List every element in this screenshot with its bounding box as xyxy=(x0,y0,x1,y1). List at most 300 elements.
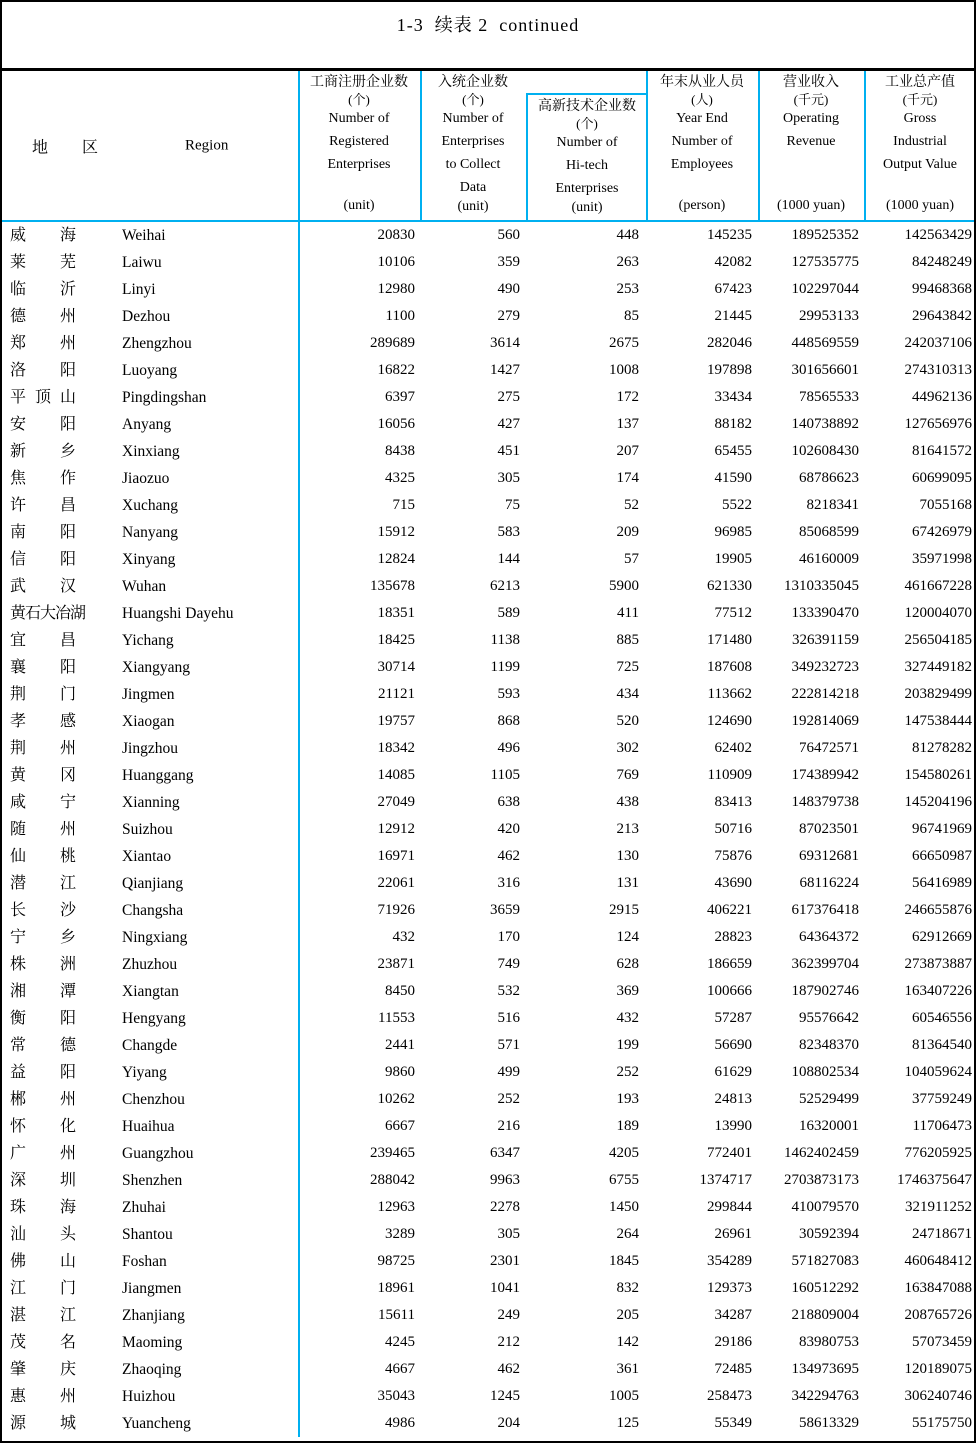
region-name-en: Zhanjiang xyxy=(122,1307,185,1324)
value-cell: 154580261 xyxy=(904,767,972,783)
region-name-cn: 荆门 xyxy=(10,686,76,703)
value-cell: 189 xyxy=(616,1118,639,1134)
value-cell: 23871 xyxy=(377,956,415,972)
value-cell: 18351 xyxy=(377,605,415,621)
value-cell: 42082 xyxy=(714,254,752,270)
region-name-en: Xinxiang xyxy=(122,443,180,460)
value-cell: 100666 xyxy=(707,983,752,999)
value-cell: 246655876 xyxy=(904,902,972,918)
region-cell xyxy=(2,843,298,870)
value-cell: 67426979 xyxy=(912,524,972,540)
value-cell: 252 xyxy=(497,1091,520,1107)
value-cell: 60699095 xyxy=(912,470,972,486)
value-cell: 68786623 xyxy=(799,470,859,486)
region-name-en: Wuhan xyxy=(122,578,167,595)
value-cell: 58613329 xyxy=(799,1415,859,1431)
table-row xyxy=(2,1086,974,1113)
region-cell xyxy=(2,1248,298,1275)
value-cell: 124690 xyxy=(707,713,752,729)
column-header-cn: 年末从业人员 xyxy=(660,75,744,90)
value-cell: 142563429 xyxy=(904,227,972,243)
value-cell: 56416989 xyxy=(912,875,972,891)
value-cell: 11553 xyxy=(378,1010,415,1026)
column-header-en-line: Operating xyxy=(783,111,839,126)
value-cell: 222814218 xyxy=(791,686,859,702)
region-name-cn: 黄石大冶湖 xyxy=(10,605,86,622)
column-header-6 xyxy=(866,71,974,220)
table-row xyxy=(2,546,974,573)
value-cell: 77512 xyxy=(714,605,752,621)
value-cell: 19905 xyxy=(714,551,752,567)
value-cell: 21445 xyxy=(714,308,752,324)
value-cell: 21121 xyxy=(378,686,415,702)
region-cell xyxy=(2,1005,298,1032)
region-name-en: Zhuzhou xyxy=(122,956,178,973)
table-row xyxy=(2,1005,974,1032)
value-cell: 628 xyxy=(616,956,639,972)
value-cell: 4245 xyxy=(385,1334,415,1350)
value-cell: 432 xyxy=(616,1010,639,1026)
value-cell: 172 xyxy=(616,389,639,405)
value-cell: 205 xyxy=(616,1307,639,1323)
region-name-cn: 仙桃 xyxy=(10,848,76,865)
value-cell: 83413 xyxy=(714,794,752,810)
value-cell: 102297044 xyxy=(791,281,859,297)
region-name-en: Zhaoqing xyxy=(122,1361,182,1378)
value-cell: 127656976 xyxy=(904,416,972,432)
value-cell: 617376418 xyxy=(791,902,859,918)
value-cell: 249 xyxy=(497,1307,520,1323)
value-cell: 252 xyxy=(616,1064,639,1080)
value-cell: 204 xyxy=(497,1415,520,1431)
value-cell: 253 xyxy=(616,281,639,297)
table-row xyxy=(2,438,974,465)
value-cell: 12912 xyxy=(377,821,415,837)
value-cell: 96741969 xyxy=(912,821,972,837)
value-cell: 725 xyxy=(616,659,639,675)
value-cell: 776205925 xyxy=(904,1145,972,1161)
value-cell: 29186 xyxy=(714,1334,752,1350)
value-cell: 71926 xyxy=(377,902,415,918)
column-header-1 xyxy=(300,71,418,220)
value-cell: 316 xyxy=(497,875,520,891)
value-cell: 163407226 xyxy=(904,983,972,999)
value-cell: 29953133 xyxy=(799,308,859,324)
region-name-cn: 广州 xyxy=(10,1145,76,1162)
region-cell xyxy=(2,735,298,762)
value-cell: 41590 xyxy=(714,470,752,486)
value-cell: 72485 xyxy=(714,1361,752,1377)
value-cell: 1845 xyxy=(609,1253,639,1269)
region-name-cn: 随州 xyxy=(10,821,76,838)
region-name-cn: 襄阳 xyxy=(10,659,76,676)
value-cell: 305 xyxy=(497,1226,520,1242)
region-name-en: Huanggang xyxy=(122,767,194,784)
value-cell: 75876 xyxy=(714,848,752,864)
region-name-en: Qianjiang xyxy=(122,875,184,892)
column-header-cn-unit: (个) xyxy=(576,116,598,131)
region-cell xyxy=(2,411,298,438)
value-cell: 264 xyxy=(616,1226,639,1242)
region-name-en: Suizhou xyxy=(122,821,173,838)
region-name-en: Jiaozuo xyxy=(122,470,170,487)
value-cell: 18342 xyxy=(377,740,415,756)
value-cell: 174 xyxy=(616,470,639,486)
value-cell: 306240746 xyxy=(904,1388,972,1404)
region-cell xyxy=(2,1086,298,1113)
value-cell: 197898 xyxy=(707,362,752,378)
region-cell xyxy=(2,384,298,411)
column-header-en-line: Year End xyxy=(676,111,728,126)
region-cell xyxy=(2,357,298,384)
value-cell: 2675 xyxy=(609,335,639,351)
region-name-en: Jingmen xyxy=(122,686,175,703)
value-cell: 20830 xyxy=(377,227,415,243)
region-name-en: Dezhou xyxy=(122,308,171,325)
region-name-en: Nanyang xyxy=(122,524,178,541)
region-name-cn: 益阳 xyxy=(10,1064,76,1081)
value-cell: 137 xyxy=(616,416,639,432)
value-cell: 99468368 xyxy=(912,281,972,297)
table-row xyxy=(2,384,974,411)
value-cell: 16056 xyxy=(377,416,415,432)
region-cell xyxy=(2,654,298,681)
value-cell: 520 xyxy=(616,713,639,729)
region-name-en: Xiangyang xyxy=(122,659,191,676)
region-name-en: Luoyang xyxy=(122,362,178,379)
table-row xyxy=(2,789,974,816)
value-cell: 715 xyxy=(392,497,415,513)
value-cell: 282046 xyxy=(707,335,752,351)
column-header-en-line: to Collect xyxy=(445,157,501,172)
value-cell: 131 xyxy=(616,875,639,891)
column-header-en-line: Gross xyxy=(903,111,937,126)
value-cell: 432 xyxy=(392,929,415,945)
region-name-en: Changde xyxy=(122,1037,178,1054)
value-cell: 406221 xyxy=(707,902,752,918)
value-cell: 127535775 xyxy=(791,254,859,270)
value-cell: 213 xyxy=(616,821,639,837)
value-cell: 98725 xyxy=(377,1253,415,1269)
value-cell: 18425 xyxy=(377,632,415,648)
table-row xyxy=(2,1140,974,1167)
region-cell xyxy=(2,708,298,735)
value-cell: 6397 xyxy=(385,389,415,405)
value-cell: 67423 xyxy=(714,281,752,297)
value-cell: 434 xyxy=(616,686,639,702)
value-cell: 11706473 xyxy=(912,1118,972,1134)
value-cell: 263 xyxy=(616,254,639,270)
value-cell: 87023501 xyxy=(799,821,859,837)
region-name-cn: 宜昌 xyxy=(10,632,76,649)
region-name-en: Huaihua xyxy=(122,1118,175,1135)
value-cell: 8218341 xyxy=(806,497,859,513)
value-cell: 81364540 xyxy=(912,1037,972,1053)
region-name-en: Zhuhai xyxy=(122,1199,166,1216)
value-cell: 361 xyxy=(616,1361,639,1377)
value-cell: 26961 xyxy=(714,1226,752,1242)
region-cell xyxy=(2,897,298,924)
value-cell: 273873887 xyxy=(904,956,972,972)
value-cell: 135678 xyxy=(370,578,415,594)
value-cell: 448569559 xyxy=(791,335,859,351)
value-cell: 571 xyxy=(497,1037,520,1053)
table-row xyxy=(2,708,974,735)
value-cell: 83980753 xyxy=(799,1334,859,1350)
region-cell xyxy=(2,222,298,249)
value-cell: 242037106 xyxy=(904,335,972,351)
column-header-unit: (person) xyxy=(678,198,726,213)
table-row xyxy=(2,1032,974,1059)
value-cell: 1138 xyxy=(490,632,520,648)
value-cell: 163847088 xyxy=(904,1280,972,1296)
table-row xyxy=(2,1167,974,1194)
region-name-cn: 郑州 xyxy=(10,335,76,352)
column-header-en-line: Industrial xyxy=(893,134,947,149)
region-name-cn: 武汉 xyxy=(10,578,76,595)
value-cell: 44962136 xyxy=(912,389,972,405)
value-cell: 327449182 xyxy=(904,659,972,675)
table-row xyxy=(2,843,974,870)
value-cell: 212 xyxy=(497,1334,520,1350)
value-cell: 186659 xyxy=(707,956,752,972)
value-cell: 144 xyxy=(497,551,520,567)
page-title: 1-3 续表 2 continued xyxy=(396,15,580,35)
value-cell: 288042 xyxy=(370,1172,415,1188)
region-cell xyxy=(2,546,298,573)
region-name-cn: 株洲 xyxy=(10,956,76,973)
value-cell: 140738892 xyxy=(791,416,859,432)
column-header-en-line: Number of xyxy=(442,111,504,126)
table-row xyxy=(2,1329,974,1356)
value-cell: 171480 xyxy=(707,632,752,648)
value-cell: 62402 xyxy=(714,740,752,756)
value-cell: 462 xyxy=(497,848,520,864)
column-header-en-line: Enterprises xyxy=(441,134,505,149)
value-cell: 3289 xyxy=(385,1226,415,1242)
value-cell: 199 xyxy=(616,1037,639,1053)
region-name-cn: 珠海 xyxy=(10,1199,76,1216)
region-name-en: Changsha xyxy=(122,902,184,919)
region-name-cn: 常德 xyxy=(10,1037,76,1054)
region-name-cn: 荆州 xyxy=(10,740,76,757)
value-cell: 24813 xyxy=(714,1091,752,1107)
value-cell: 85 xyxy=(624,308,639,324)
value-cell: 359 xyxy=(497,254,520,270)
value-cell: 1105 xyxy=(490,767,520,783)
region-name-cn: 深圳 xyxy=(10,1172,76,1189)
region-cell xyxy=(2,1167,298,1194)
value-cell: 30592394 xyxy=(799,1226,859,1242)
value-cell: 216 xyxy=(497,1118,520,1134)
value-cell: 274310313 xyxy=(904,362,972,378)
region-name-cn: 安阳 xyxy=(10,416,76,433)
value-cell: 43690 xyxy=(714,875,752,891)
table-row xyxy=(2,276,974,303)
value-cell: 57073459 xyxy=(912,1334,972,1350)
value-cell: 4205 xyxy=(609,1145,639,1161)
value-cell: 68116224 xyxy=(799,875,859,891)
table-row xyxy=(2,1194,974,1221)
value-cell: 571827083 xyxy=(791,1253,859,1269)
region-cell xyxy=(2,1329,298,1356)
region-cell xyxy=(2,1383,298,1410)
region-name-cn: 湛江 xyxy=(10,1307,76,1324)
value-cell: 18961 xyxy=(377,1280,415,1296)
region-cell xyxy=(2,600,298,627)
value-cell: 57287 xyxy=(714,1010,752,1026)
value-cell: 12963 xyxy=(377,1199,415,1215)
value-cell: 832 xyxy=(616,1280,639,1296)
value-cell: 61629 xyxy=(714,1064,752,1080)
region-name-en: Xianning xyxy=(122,794,180,811)
column-header-cn-unit: (人) xyxy=(691,92,713,107)
value-cell: 12980 xyxy=(377,281,415,297)
column-header-en-line: Data xyxy=(459,180,487,195)
value-cell: 120004070 xyxy=(904,605,972,621)
value-cell: 16971 xyxy=(377,848,415,864)
table-row xyxy=(2,303,974,330)
value-cell: 589 xyxy=(497,605,520,621)
column-header-en-line: Hi-tech xyxy=(566,158,608,173)
table-row xyxy=(2,222,974,249)
table-row xyxy=(2,654,974,681)
value-cell: 75 xyxy=(505,497,520,513)
region-cell xyxy=(2,789,298,816)
column-header-cn: 营业收入 xyxy=(783,75,839,90)
value-cell: 769 xyxy=(616,767,639,783)
value-cell: 593 xyxy=(497,686,520,702)
region-name-en: Shenzhen xyxy=(122,1172,183,1189)
region-name-en: Guangzhou xyxy=(122,1145,194,1162)
value-cell: 102608430 xyxy=(791,443,859,459)
region-header-cn: 地 xyxy=(32,139,49,156)
region-cell xyxy=(2,1356,298,1383)
value-cell: 321911252 xyxy=(905,1199,972,1215)
value-cell: 289689 xyxy=(370,335,415,351)
value-cell: 15611 xyxy=(378,1307,415,1323)
table-row xyxy=(2,1302,974,1329)
value-cell: 8438 xyxy=(385,443,415,459)
value-cell: 52529499 xyxy=(799,1091,859,1107)
region-cell xyxy=(2,492,298,519)
table-row xyxy=(2,1410,974,1437)
region-cell xyxy=(2,1302,298,1329)
value-cell: 145235 xyxy=(707,227,752,243)
value-cell: 499 xyxy=(497,1064,520,1080)
value-cell: 56690 xyxy=(714,1037,752,1053)
region-cell xyxy=(2,519,298,546)
region-name-cn: 许昌 xyxy=(10,497,76,514)
table-row xyxy=(2,1113,974,1140)
region-name-cn: 德州 xyxy=(10,308,76,325)
value-cell: 124 xyxy=(616,929,639,945)
table-row xyxy=(2,492,974,519)
value-cell: 2301 xyxy=(490,1253,520,1269)
region-name-cn: 长沙 xyxy=(10,902,76,919)
value-cell: 3659 xyxy=(490,902,520,918)
table-row xyxy=(2,573,974,600)
region-cell xyxy=(2,924,298,951)
region-name-cn: 佛山 xyxy=(10,1253,76,1270)
region-cell xyxy=(2,1140,298,1167)
value-cell: 490 xyxy=(497,281,520,297)
value-cell: 496 xyxy=(497,740,520,756)
value-cell: 55175750 xyxy=(912,1415,972,1431)
value-cell: 342294763 xyxy=(791,1388,859,1404)
column-header-cn: 工商注册企业数 xyxy=(310,75,408,90)
value-cell: 239465 xyxy=(370,1145,415,1161)
table-row xyxy=(2,816,974,843)
value-cell: 420 xyxy=(497,821,520,837)
value-cell: 354289 xyxy=(707,1253,752,1269)
value-cell: 532 xyxy=(497,983,520,999)
region-cell xyxy=(2,1275,298,1302)
region-cell xyxy=(2,1113,298,1140)
value-cell: 192814069 xyxy=(791,713,859,729)
value-cell: 462 xyxy=(497,1361,520,1377)
table-row xyxy=(2,681,974,708)
value-cell: 258473 xyxy=(707,1388,752,1404)
region-name-cn: 宁乡 xyxy=(10,929,76,946)
value-cell: 6667 xyxy=(385,1118,415,1134)
value-cell: 1199 xyxy=(490,659,520,675)
region-name-cn: 江门 xyxy=(10,1280,76,1297)
value-cell: 2703873173 xyxy=(784,1172,859,1188)
region-name-en: Yichang xyxy=(122,632,174,649)
table-row xyxy=(2,600,974,627)
value-cell: 82348370 xyxy=(799,1037,859,1053)
value-cell: 1427 xyxy=(490,362,520,378)
value-cell: 189525352 xyxy=(791,227,859,243)
value-cell: 209 xyxy=(616,524,639,540)
value-cell: 868 xyxy=(497,713,520,729)
region-cell xyxy=(2,1410,298,1437)
value-cell: 451 xyxy=(497,443,520,459)
column-header-3 xyxy=(526,93,646,220)
table-row xyxy=(2,411,974,438)
value-cell: 4986 xyxy=(385,1415,415,1431)
value-cell: 1005 xyxy=(609,1388,639,1404)
value-cell: 187608 xyxy=(707,659,752,675)
value-cell: 6347 xyxy=(490,1145,520,1161)
region-name-en: Yiyang xyxy=(122,1064,167,1081)
region-name-en: Pingdingshan xyxy=(122,389,207,406)
value-cell: 15912 xyxy=(377,524,415,540)
value-cell: 64364372 xyxy=(799,929,859,945)
value-cell: 69312681 xyxy=(799,848,859,864)
region-name-cn: 肇庆 xyxy=(10,1361,76,1378)
value-cell: 148379738 xyxy=(791,794,859,810)
value-cell: 50716 xyxy=(714,821,752,837)
region-name-cn: 洛阳 xyxy=(10,362,76,379)
value-cell: 113662 xyxy=(707,686,752,702)
value-cell: 174389942 xyxy=(791,767,859,783)
value-cell: 46160009 xyxy=(799,551,859,567)
value-cell: 84248249 xyxy=(912,254,972,270)
value-cell: 410079570 xyxy=(791,1199,859,1215)
column-header-cn-unit: (千元) xyxy=(902,92,938,107)
region-name-cn: 莱芜 xyxy=(10,254,76,271)
region-header-en: Region xyxy=(185,137,229,153)
value-cell: 81641572 xyxy=(912,443,972,459)
region-name-en: Zhengzhou xyxy=(122,335,192,352)
region-cell xyxy=(2,1221,298,1248)
region-name-cn: 汕头 xyxy=(10,1226,76,1243)
region-name-en: Yuancheng xyxy=(122,1415,191,1432)
region-name-en: Xuchang xyxy=(122,497,178,514)
value-cell: 16320001 xyxy=(799,1118,859,1134)
